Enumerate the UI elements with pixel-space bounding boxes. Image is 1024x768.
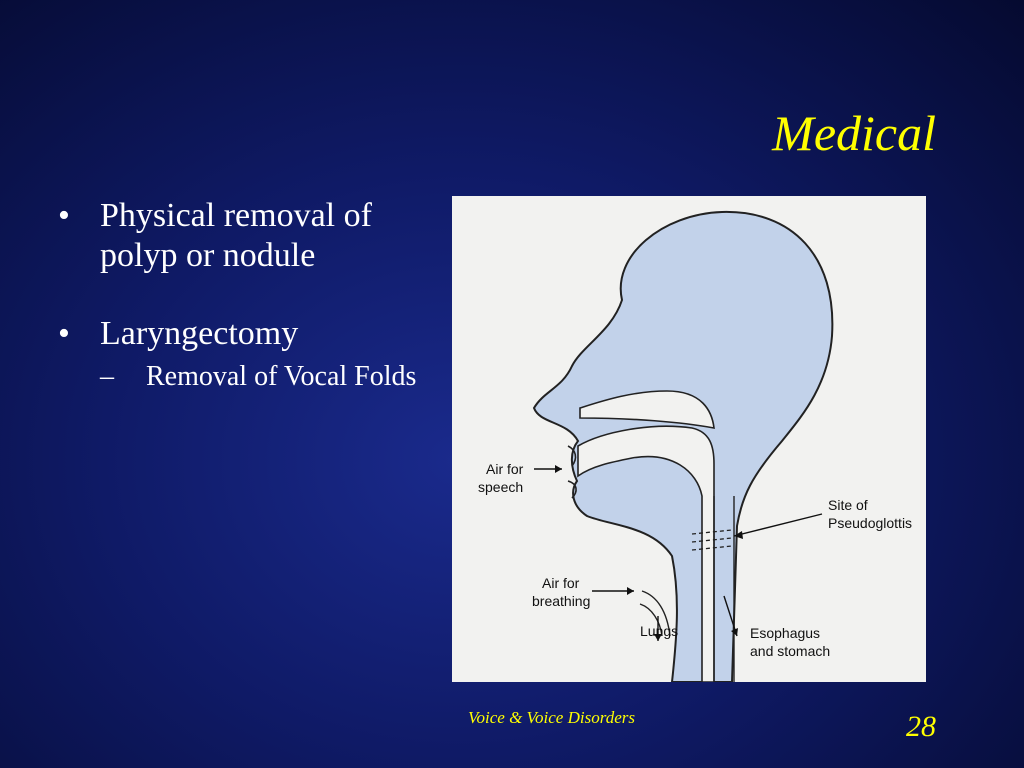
bullet-dot-icon: • <box>58 197 70 234</box>
slide-title: Medical <box>772 105 936 161</box>
label-air-speech-1: Air for <box>486 461 524 477</box>
sub-bullet-text: Removal of Vocal Folds <box>146 361 417 392</box>
bullet-item <box>58 314 428 354</box>
page-number: 28 <box>906 710 936 743</box>
dash-icon: – <box>100 361 114 392</box>
bullet-text: Laryngectomy <box>100 315 299 352</box>
arrow-site <box>734 514 822 536</box>
bullet-list <box>58 196 428 394</box>
laryngectomy-diagram <box>452 196 926 682</box>
label-air-breathing-1: Air for <box>542 575 580 591</box>
bullet-text: Physical removal of polyp or nodule <box>100 197 372 274</box>
label-esophagus-2: and stomach <box>750 643 831 659</box>
label-air-breathing-2: breathing <box>532 593 591 609</box>
label-esophagus-1: Esophagus <box>750 625 821 641</box>
label-air-speech-2: speech <box>478 479 524 495</box>
bullet-item <box>58 196 428 276</box>
footer-text: Voice & Voice Disorders <box>468 708 635 727</box>
label-lungs: Lungs <box>640 623 679 639</box>
sub-bullet-item <box>100 360 428 394</box>
bullet-dot-icon: • <box>58 315 70 352</box>
head-neck-illustration <box>452 196 926 682</box>
label-site-2: Pseudoglottis <box>828 515 913 531</box>
label-site-1: Site of <box>828 497 868 513</box>
